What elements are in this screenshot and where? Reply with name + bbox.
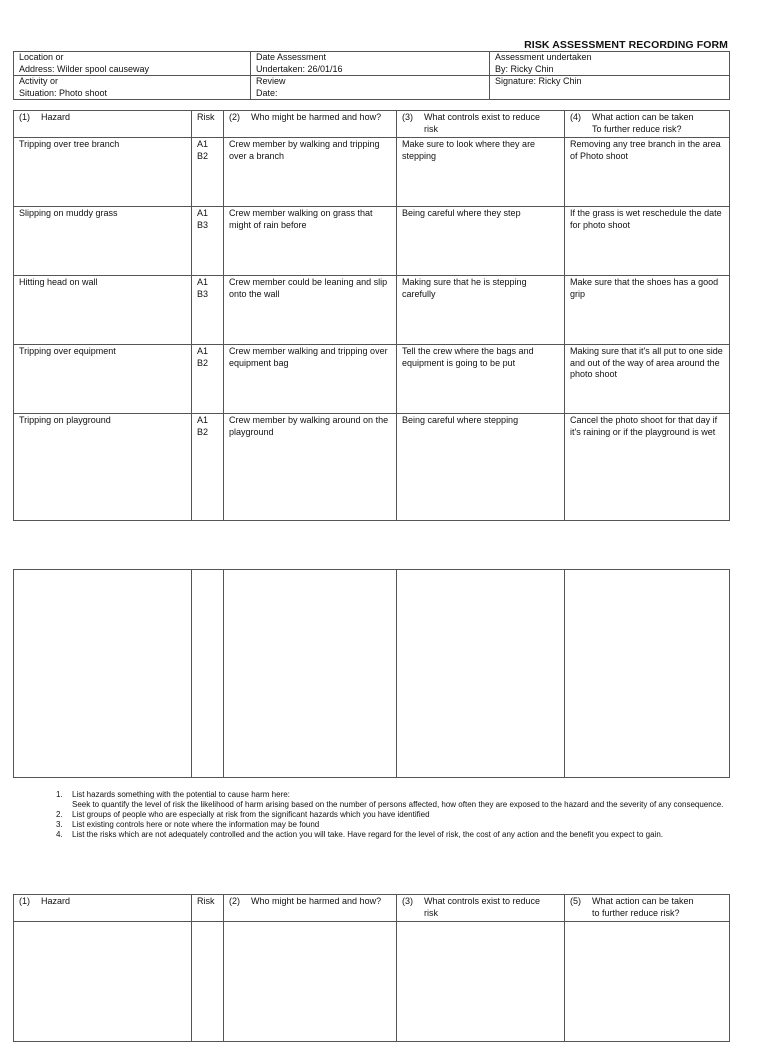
form-title: RISK ASSESSMENT RECORDING FORM: [524, 39, 728, 51]
action-cell[interactable]: Removing any tree branch in the area of Photo shoot: [565, 138, 730, 207]
hazard-table: [13, 110, 730, 521]
who-header: [224, 111, 397, 138]
risk-cell[interactable]: [192, 570, 224, 778]
instruction-item: [56, 830, 731, 840]
action-header-label-2: To further reduce risk?: [592, 123, 682, 134]
risk-cell[interactable]: [192, 207, 224, 276]
table-row: [14, 414, 730, 521]
risk-code: A1: [197, 415, 209, 425]
activity-cell[interactable]: [14, 76, 251, 100]
risk-code: A1: [197, 277, 209, 287]
risk-header: [192, 111, 224, 138]
action-cell[interactable]: Making sure that it's all put to one side and out of the way of area around the photo shoot: [565, 345, 730, 414]
who-cell[interactable]: Crew member walking and tripping over equipment bag: [224, 345, 397, 414]
risk-cell[interactable]: [192, 138, 224, 207]
hazard-header-label: Hazard: [41, 896, 71, 906]
controls-cell[interactable]: Tell the crew where the bags and equipment is going to be put: [397, 345, 565, 414]
risk-cell[interactable]: [192, 345, 224, 414]
controls-cell[interactable]: Being careful where stepping: [397, 414, 565, 521]
instruction-text: List the risks which are not adequately controlled and the action you will take. Have regard for the level of risk, the cost of any action and the benefit you expect to gain.: [72, 830, 664, 839]
table-row: [14, 345, 730, 414]
hazard-cell[interactable]: [14, 570, 192, 778]
who-header-number: (2): [229, 112, 240, 122]
header-table: [13, 51, 730, 100]
hazard-cell[interactable]: Tripping over equipment: [14, 345, 192, 414]
action-header-number: (4): [570, 112, 581, 122]
risk-header: [192, 895, 224, 922]
action-header: [565, 111, 730, 138]
assessment-value: By: Ricky Chin: [495, 63, 554, 74]
who-cell[interactable]: Crew member walking on grass that might of rain before: [224, 207, 397, 276]
controls-header: [397, 111, 565, 138]
risk-code: B3: [197, 288, 209, 299]
controls-cell[interactable]: [397, 570, 565, 778]
who-cell[interactable]: Crew member could be leaning and slip onto the wall: [224, 276, 397, 345]
risk-code: A1: [197, 346, 209, 356]
controls-header-label: What controls exist to reduce: [424, 896, 541, 906]
location-cell[interactable]: [14, 52, 251, 76]
who-header: [224, 895, 397, 922]
action-cell[interactable]: If the grass is wet reschedule the date for photo shoot: [565, 207, 730, 276]
assessment-cell[interactable]: [490, 52, 730, 76]
controls-cell[interactable]: Being careful where they step: [397, 207, 565, 276]
instruction-item: [56, 810, 731, 820]
activity-label: Activity or: [19, 76, 59, 86]
instruction-text: List existing controls here or note where the information may be found: [72, 820, 320, 829]
date-cell[interactable]: [251, 52, 490, 76]
risk-header-label: Risk: [197, 896, 215, 906]
risk-code: A1: [197, 208, 209, 218]
controls-cell[interactable]: Make sure to look where they are stepping: [397, 138, 565, 207]
risk-code: B2: [197, 150, 209, 161]
who-header-label: Who might be harmed and how?: [251, 112, 382, 122]
controls-header-label-2: risk: [424, 907, 438, 918]
hazard-cell[interactable]: Slipping on muddy grass: [14, 207, 192, 276]
table-row: [14, 276, 730, 345]
controls-cell[interactable]: Making sure that he is stepping carefully: [397, 276, 565, 345]
activity-value: Situation: Photo shoot: [19, 87, 108, 98]
date-label: Date Assessment: [256, 52, 327, 62]
risk-code: A1: [197, 139, 209, 149]
risk-cell[interactable]: [192, 276, 224, 345]
risk-header-label: Risk: [197, 112, 215, 122]
controls-header-number: (3): [402, 112, 413, 122]
instruction-number: 1.: [56, 790, 63, 799]
instruction-subtext: Seek to quantify the level of risk the likelihood of harm arising based on the number of persons affected, how often they are exposed to the hazard and the severity of any consequence.: [72, 800, 724, 809]
hazard-header-label: Hazard: [41, 112, 71, 122]
who-cell[interactable]: [224, 570, 397, 778]
instruction-number: 3.: [56, 820, 63, 829]
date-value: Undertaken: 26/01/16: [256, 63, 343, 74]
risk-code: B3: [197, 219, 209, 230]
action-header-label: What action can be taken: [592, 112, 694, 122]
location-label: Location or: [19, 52, 64, 62]
hazard-cell[interactable]: Tripping over tree branch: [14, 138, 192, 207]
risk-code: B2: [197, 426, 209, 437]
controls-header: [397, 895, 565, 922]
instruction-text: List groups of people who are especially at risk from the significant hazards which you have identified: [72, 810, 430, 819]
table-row: [14, 138, 730, 207]
instruction-item: [56, 790, 731, 810]
action-header-label-2: to further reduce risk?: [592, 907, 680, 918]
action-cell[interactable]: [565, 570, 730, 778]
risk-code: B2: [197, 357, 209, 368]
instruction-number: 2.: [56, 810, 63, 819]
who-header-label: Who might be harmed and how?: [251, 896, 382, 906]
instruction-number: 4.: [56, 830, 63, 839]
hazard-header: [14, 111, 192, 138]
controls-header-label: What controls exist to reduce: [424, 112, 541, 122]
action-header: [565, 895, 730, 922]
table-row: [14, 207, 730, 276]
second-hazard-table: [13, 894, 730, 1042]
hazard-header: [14, 895, 192, 922]
hazard-header-number: (1): [19, 112, 30, 122]
review-cell[interactable]: [251, 76, 490, 100]
table-row: [14, 570, 730, 778]
hazard-cell[interactable]: Tripping on playground: [14, 414, 192, 521]
action-cell[interactable]: Cancel the photo shoot for that day if it's raining or if the playground is wet: [565, 414, 730, 521]
risk-cell[interactable]: [192, 414, 224, 521]
controls-header-label-2: risk: [424, 123, 438, 134]
hazard-header-number: (1): [19, 896, 30, 906]
action-header-number: (5): [570, 896, 581, 906]
assessment-label: Assessment undertaken: [495, 52, 592, 62]
action-cell[interactable]: Make sure that the shoes has a good grip: [565, 276, 730, 345]
action-header-label: What action can be taken: [592, 896, 694, 906]
review-value: Date:: [256, 87, 278, 98]
review-label: Review: [256, 76, 286, 86]
instruction-text: List hazards something with the potential to cause harm here:: [72, 790, 290, 799]
who-header-number: (2): [229, 896, 240, 906]
location-value: Address: Wilder spool causeway: [19, 63, 150, 74]
who-cell[interactable]: Crew member by walking and tripping over a branch: [224, 138, 397, 207]
signature-value: Signature: Ricky Chin: [495, 76, 582, 86]
instructions-list: [56, 790, 731, 840]
controls-header-number: (3): [402, 896, 413, 906]
blank-hazard-table: [13, 569, 730, 778]
hazard-cell[interactable]: Hitting head on wall: [14, 276, 192, 345]
who-cell[interactable]: Crew member by walking around on the playground: [224, 414, 397, 521]
signature-cell[interactable]: [490, 76, 730, 100]
instruction-item: [56, 820, 731, 830]
